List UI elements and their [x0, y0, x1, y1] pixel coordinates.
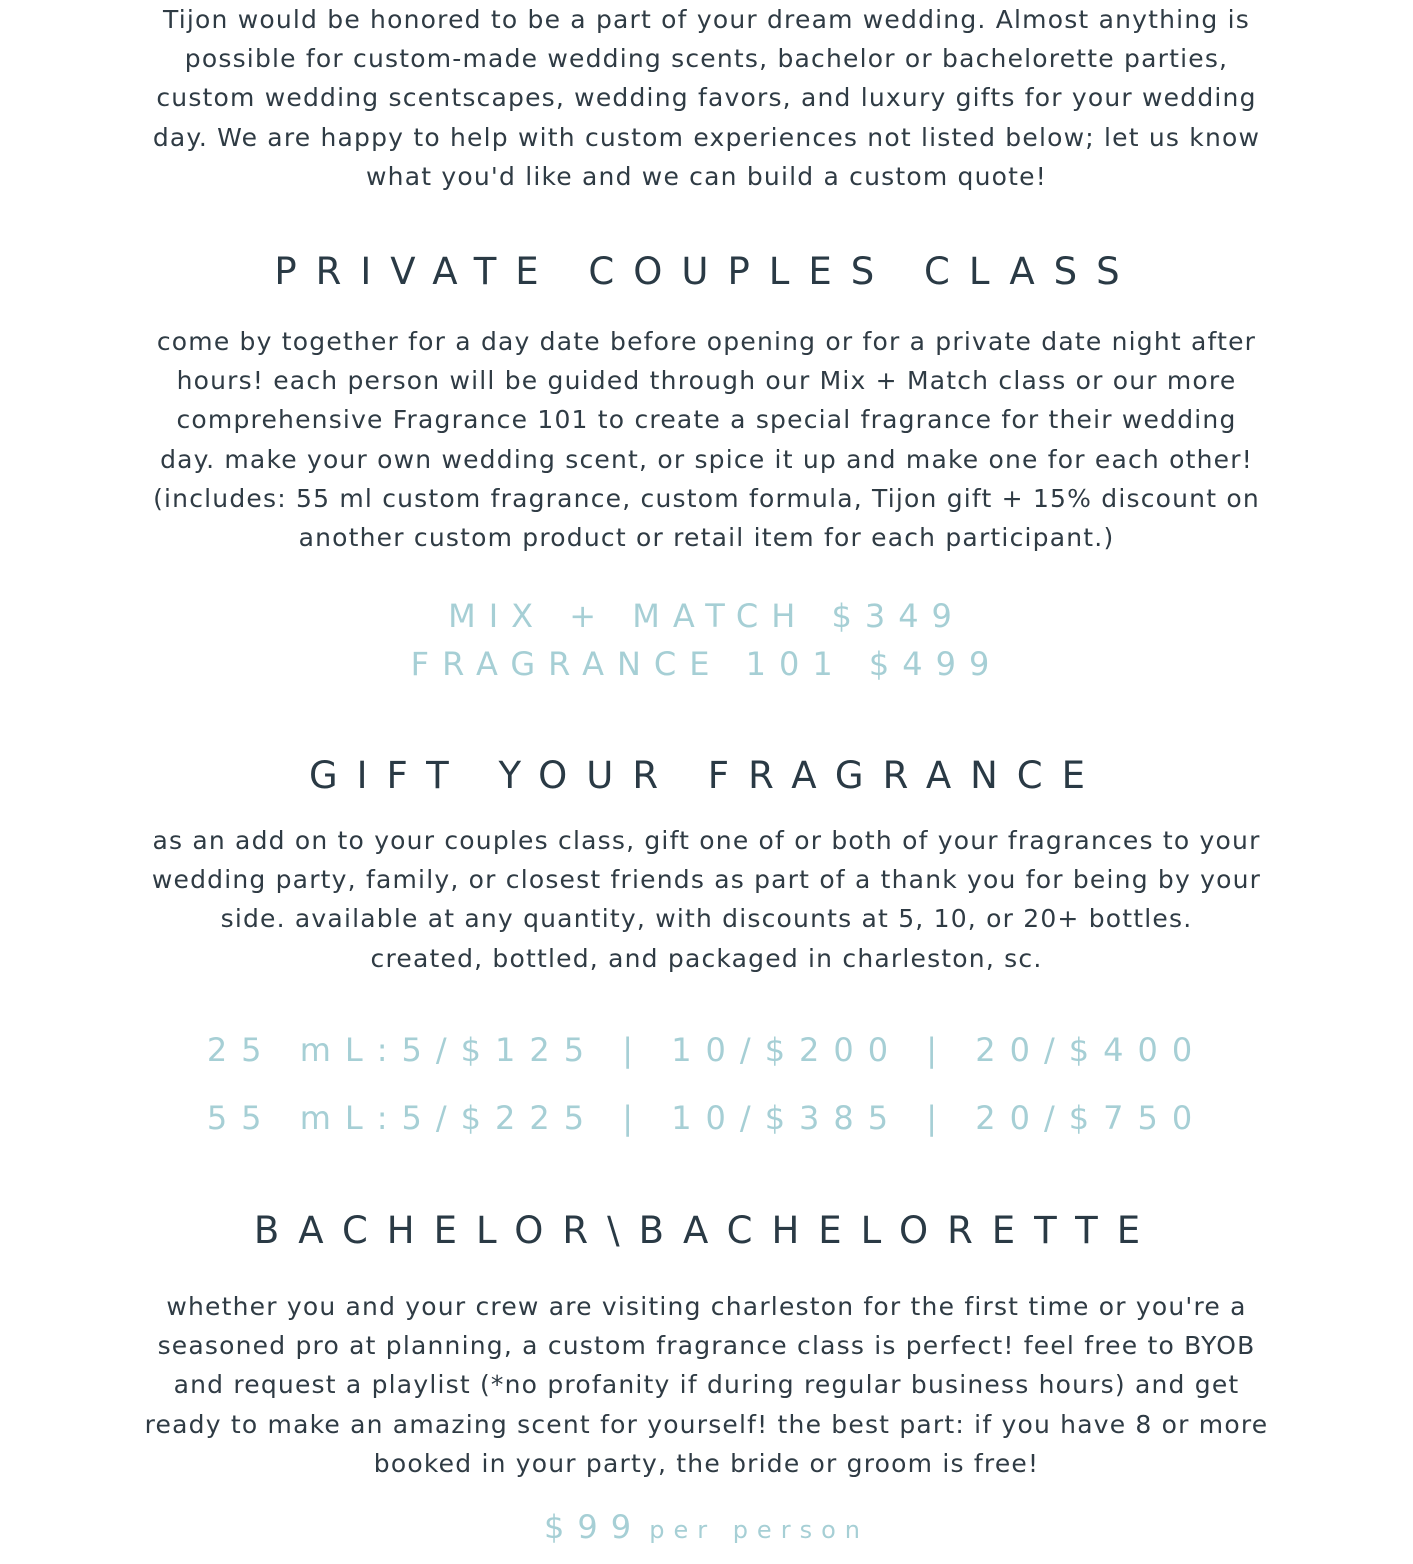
couples-line: (includes: 55 ml custom fragrance, custom formula, Tijon gift + 15% discount on: [153, 483, 1260, 513]
price-mix-match: MIX + MATCH $349: [448, 597, 965, 635]
couples-line: day. make your own wedding scent, or spice it up and make one for each other!: [160, 444, 1253, 474]
couples-class-body: [0, 322, 1413, 557]
bachelor-price-unit: per person: [649, 1516, 869, 1544]
intro-line: what you'd like and we can build a custom quote!: [366, 161, 1047, 191]
couples-line: hours! each person will be guided through our Mix + Match class or our more: [176, 366, 1237, 396]
bachelor-title: BACHELOR\BACHELORETTE: [253, 1209, 1160, 1252]
gift-line: created, bottled, and packaged in charleston, sc.: [370, 943, 1043, 973]
bachelor-line: and request a playlist (*no profanity if during regular business hours) and get: [173, 1370, 1240, 1400]
couples-class-section: [0, 250, 1413, 293]
bachelor-line: booked in your party, the bride or groom is free!: [373, 1448, 1040, 1478]
intro-line: day. We are happy to help with custom experiences not listed below; let us know: [152, 122, 1261, 152]
bachelor-price: [0, 1508, 1413, 1546]
gift-fragrance-paragraph: [107, 821, 1307, 978]
couples-line: come by together for a day date before opening or for a private date night after: [156, 327, 1257, 356]
intro-paragraph: [107, 0, 1307, 196]
gift-fragrance-title: GIFT YOUR FRAGRANCE: [308, 754, 1105, 797]
bachelor-line: seasoned pro at planning, a custom fragrance class is perfect! feel free to BYOB: [157, 1331, 1256, 1361]
couples-class-prices: [0, 592, 1413, 688]
gift-fragrance-body: [0, 821, 1413, 978]
bachelor-body: [0, 1287, 1413, 1483]
bachelor-price-amount: $99: [544, 1508, 645, 1546]
gift-line: as an add on to your couples class, gift one of or both of your fragrances to your: [152, 826, 1261, 855]
bachelor-line: ready to make an amazing scent for yourself! the best part: if you have 8 or more: [144, 1409, 1269, 1439]
couples-line: comprehensive Fragrance 101 to create a special fragrance for their wedding: [176, 405, 1237, 435]
intro-line: custom wedding scentscapes, wedding favors, and luxury gifts for your wedding: [156, 83, 1257, 113]
couples-line: another custom product or retail item for each participant.): [298, 523, 1115, 553]
gift-fragrance-section: [0, 754, 1413, 797]
couples-class-paragraph: [107, 322, 1307, 557]
intro-section: [0, 0, 1413, 196]
gift-line: side. available at any quantity, with discounts at 5, 10, or 20+ bottles.: [220, 904, 1193, 934]
bachelor-paragraph: [107, 1287, 1307, 1483]
intro-line: Tijon would be honored to be a part of your dream wedding. Almost anything is: [163, 5, 1250, 34]
gift-fragrance-prices: [0, 1016, 1413, 1152]
price-55ml: 55 mL:5/$225 | 10/$385 | 20/$750: [206, 1099, 1207, 1137]
gift-line: wedding party, family, or closest friends as part of a thank you for being by your: [151, 865, 1262, 895]
price-fragrance-101: FRAGRANCE 101 $499: [410, 645, 1003, 683]
bachelor-line: whether you and your crew are visiting charleston for the first time or you're a: [166, 1292, 1247, 1321]
couples-class-title: PRIVATE COUPLES CLASS: [274, 250, 1139, 293]
price-25ml: 25 mL:5/$125 | 10/$200 | 20/$400: [206, 1031, 1207, 1069]
intro-line: possible for custom-made wedding scents, bachelor or bachelorette parties,: [184, 44, 1229, 74]
bachelor-section: [0, 1209, 1413, 1252]
